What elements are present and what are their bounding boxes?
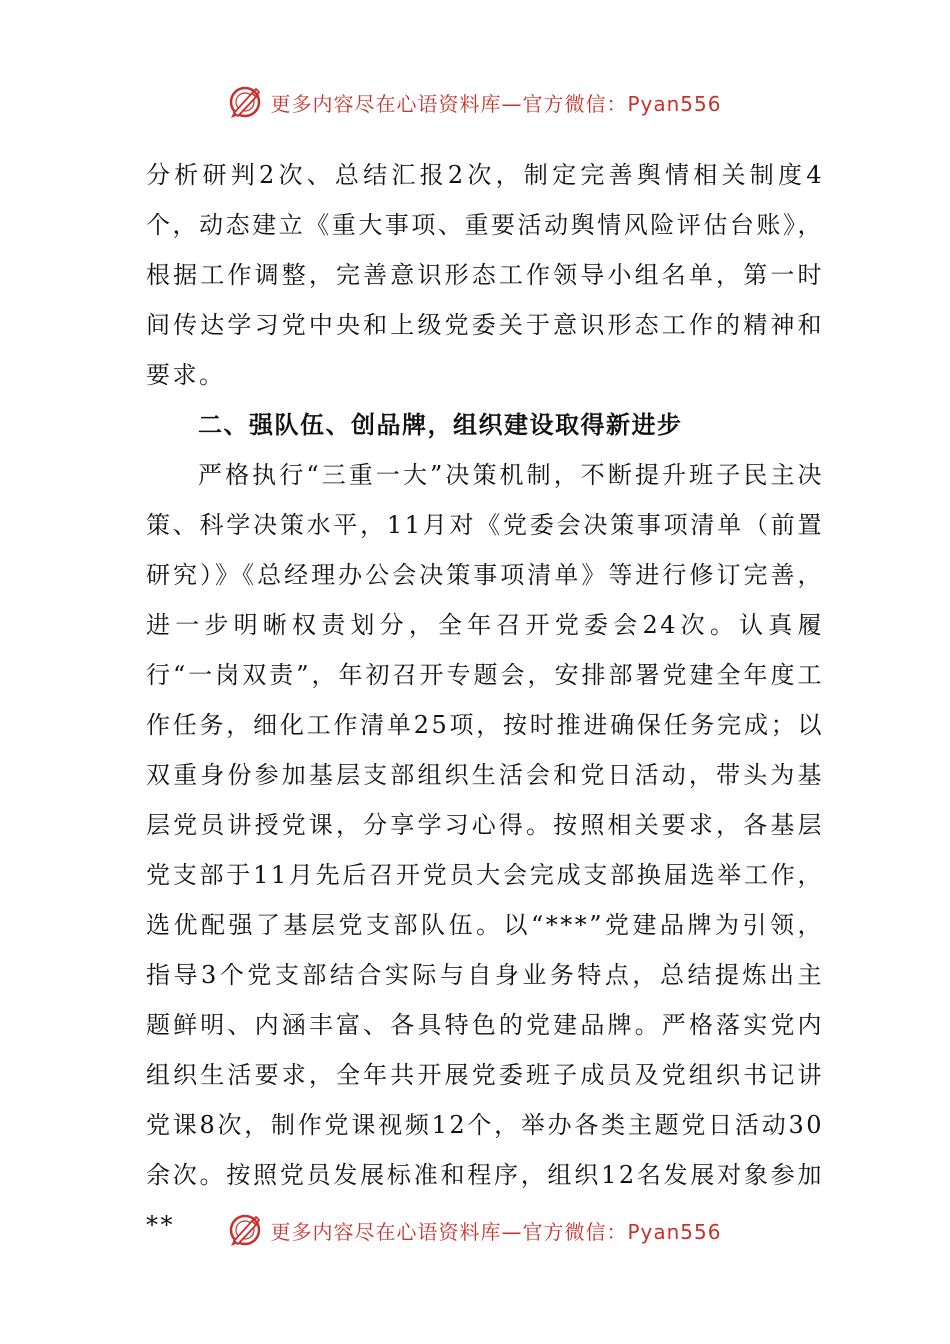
header-watermark: [0, 82, 950, 122]
footer-watermark: [0, 1210, 950, 1250]
watermark-text: 更多内容尽在心语资料库—官方微信：Pyan556: [270, 1219, 722, 1244]
watermark-text: 更多内容尽在心语资料库—官方微信：Pyan556: [270, 91, 722, 116]
section-heading-2: 二、强队伍、创品牌，组织建设取得新进步: [198, 411, 683, 439]
paragraph-1: 分析研判2次、总结汇报2次，制定完善舆情相关制度4个，动态建立《重大事项、重要活动舆情风险评估台账》，根据工作调整，完善意识形态工作领导小组名单，第一时间传达学习党中央和上级党委关于意识形态工作的精神和要求。: [146, 161, 824, 389]
pen-logo-icon: [228, 85, 262, 119]
paragraph-2: 严格执行“三重一大”决策机制，不断提升班子民主决策、科学决策水平，11月对《党委会决策事项清单（前置研究）》《总经理办公会决策事项清单》等进行修订完善，进一步明晰权责划分，全年召开党委会24次。认真履行“一岗双责”，年初召开专题会，安排部署党建全年度工作任务，细化工作清单25项，按时推进确保任务完成；以双重身份参加基层支部组织生活会和党日活动，带头为基层党员讲授党课，分享学习心得。按照相关要求，各基层党支部于11月先后召开党员大会完成支部换届选举工作，选优配强了基层党支部队伍。以“***”党建品牌为引领，指导3个党支部结合实际与自身业务特点，总结提炼出主题鲜明、内涵丰富、各具特色的党建品牌。严格落实党内组织生活要求，全年共开展党委班子成员及党组织书记讲党课8次，制作党课视频12个，举办各类主题党日活动30余次。按照党员发展标准和程序，组织12名发展对象参加**: [146, 461, 824, 1239]
pen-logo-icon: [228, 1213, 262, 1247]
document-body: [146, 150, 824, 1250]
